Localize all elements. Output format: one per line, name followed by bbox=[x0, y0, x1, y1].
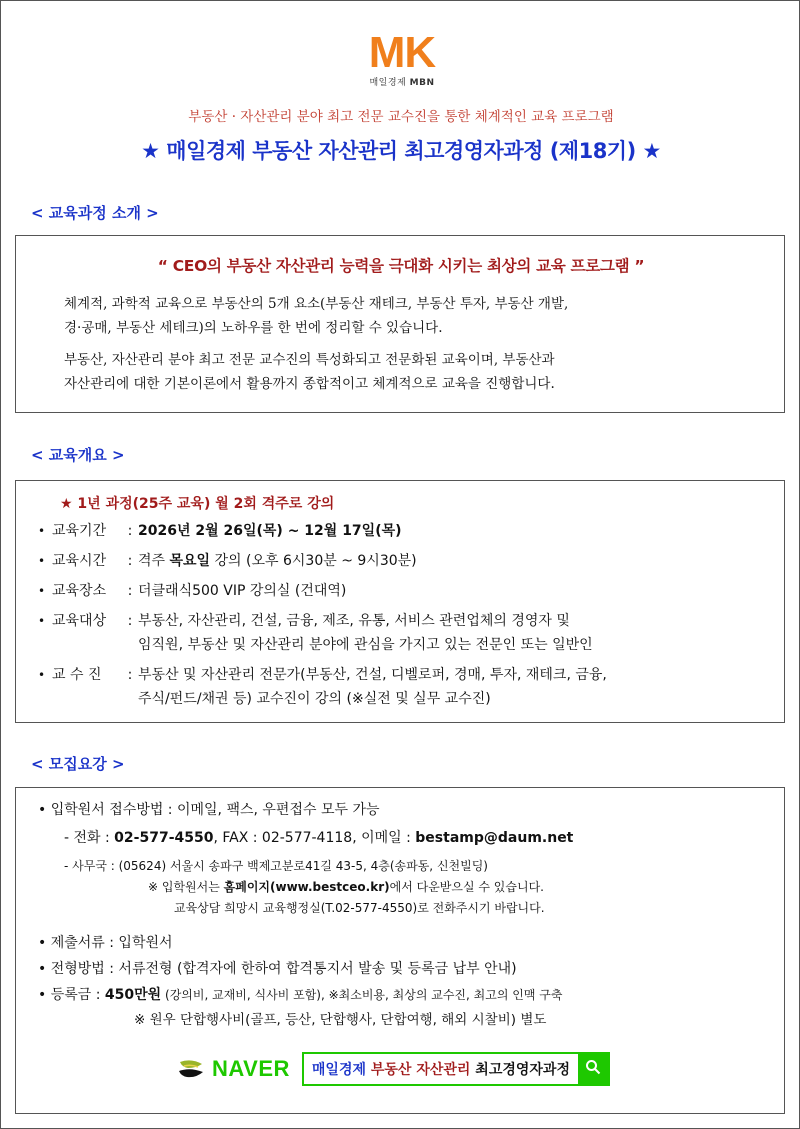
method-value: 전형방법 : 서류전형 (합격자에 한하여 합격통지서 발송 및 등록금 납부 안내) bbox=[50, 961, 517, 977]
colon: : bbox=[127, 667, 133, 683]
naver-search-banner[interactable] bbox=[176, 1049, 610, 1089]
query-part-2: 부동산 자산관리 bbox=[370, 1062, 476, 1078]
phone-label: - 전화 : bbox=[64, 830, 115, 846]
recruit-fee bbox=[38, 985, 562, 1005]
section-heading-overview: < 교육개요 > bbox=[31, 446, 125, 464]
faculty-line2: 주식/펀드/채권 등) 교수진이 강의 (※실전 및 실무 교수진) bbox=[138, 691, 491, 707]
recruit-office: - 사무국 : (05624) 서울시 송파구 백제고분로41길 43-5, 4층(송파동, 신천빌딩) bbox=[64, 859, 488, 873]
colon: : bbox=[127, 523, 133, 539]
intro-paragraph-2 bbox=[64, 348, 764, 396]
time-day: 목요일 bbox=[169, 553, 211, 569]
time-post: 강의 (오후 6시30분 ~ 9시30분) bbox=[210, 553, 417, 569]
colon: : bbox=[127, 583, 133, 599]
query-part-3: 최고경영자과정 bbox=[475, 1062, 570, 1078]
note-post: 에서 다운받으실 수 있습니다. bbox=[389, 880, 544, 894]
fax-email-label: , FAX : 02-577-4118, 이메일 : bbox=[213, 830, 416, 846]
intro-p2-line2: 자산관리에 대한 기본이론에서 활용까지 종합적이고 체계적으로 교육을 진행합니다. bbox=[64, 376, 555, 392]
intro-paragraph-1 bbox=[64, 292, 764, 340]
recruit-fee-note: ※ 원우 단합행사비(골프, 등산, 단합행사, 단합여행, 해외 시찰비) 별도 bbox=[134, 1012, 547, 1028]
phone-number: 02-577-4550 bbox=[114, 830, 214, 846]
intro-box bbox=[15, 235, 785, 413]
apply-method: 입학원서 접수방법 : 이메일, 팩스, 우편접수 모두 가능 bbox=[50, 802, 380, 818]
intro-p2-line1: 부동산, 자산관리 분야 최고 전문 교수진의 특성화되고 전문화된 교육이며, 부동산과 bbox=[64, 352, 555, 368]
overview-row-target bbox=[38, 609, 778, 657]
search-input[interactable] bbox=[302, 1052, 610, 1086]
bullet-icon: • bbox=[38, 935, 47, 951]
place-label: 교육장소 bbox=[52, 583, 107, 599]
overview-row-time bbox=[38, 549, 778, 573]
bullet-icon: • bbox=[38, 668, 46, 682]
faculty-label: 교 수 진 bbox=[52, 667, 102, 683]
bullet-icon: • bbox=[38, 802, 47, 818]
time-value bbox=[138, 549, 778, 573]
faculty-value bbox=[138, 663, 778, 711]
intro-p1-line2: 경·공매, 부동산 세테크)의 노하우를 한 번에 정리할 수 있습니다. bbox=[64, 320, 443, 336]
search-query[interactable] bbox=[304, 1059, 578, 1079]
fee-amount: 450만원 bbox=[104, 987, 162, 1003]
time-pre: 격주 bbox=[138, 553, 170, 569]
fee-detail: (강의비, 교재비, 식사비 포함), ※최소비용, 최상의 교수진, 최고의 인맥 구축 bbox=[161, 988, 563, 1002]
logo-sub-right: MBN bbox=[409, 78, 435, 88]
target-line2: 임직원, 부동산 및 자산관리 분야에 관심을 가지고 있는 전문인 또는 일반인 bbox=[138, 637, 593, 653]
overview-row-place bbox=[38, 579, 778, 603]
place-value: 더클래식500 VIP 강의실 (건대역) bbox=[138, 583, 347, 599]
section-heading-recruit: < 모집요강 > bbox=[31, 755, 125, 773]
recruit-apply bbox=[38, 800, 380, 820]
mk-logo bbox=[346, 28, 458, 88]
overview-highlight: ★ 1년 과정(25주 교육) 월 2회 격주로 강의 bbox=[60, 496, 335, 512]
search-icon bbox=[585, 1059, 601, 1079]
fee-label: 등록금 : bbox=[50, 987, 105, 1003]
recruit-contact bbox=[64, 828, 573, 848]
colon: : bbox=[127, 553, 133, 569]
bullet-icon: • bbox=[38, 961, 47, 977]
query-part-1: 매일경제 bbox=[311, 1062, 371, 1078]
intro-quote: “ CEO의 부동산 자산관리 능력을 극대화 시키는 최상의 교육 프로그램 ” bbox=[157, 257, 645, 275]
naver-leaf-icon bbox=[176, 1054, 206, 1084]
overview-row-period bbox=[38, 519, 778, 543]
target-label: 교육대상 bbox=[52, 613, 107, 629]
overview-box bbox=[15, 480, 785, 723]
naver-logo: NAVER bbox=[212, 1056, 290, 1081]
overview-row-faculty bbox=[38, 663, 778, 711]
recruit-docs bbox=[38, 933, 173, 953]
recruit-note-download bbox=[148, 877, 544, 897]
target-line1: 부동산, 자산관리, 건설, 금융, 제조, 유통, 서비스 관련업체의 경영자 및 bbox=[138, 613, 570, 629]
recruit-note-consult: 교육상담 희망시 교육행정실(T.02-577-4550)로 전화주시기 바랍니다. bbox=[174, 901, 545, 915]
time-label: 교육시간 bbox=[52, 553, 107, 569]
recruit-method bbox=[38, 959, 517, 979]
bullet-icon: • bbox=[38, 987, 47, 1003]
faculty-line1: 부동산 및 자산관리 전문가(부동산, 건설, 디벨로퍼, 경매, 투자, 재테크, 금융, bbox=[138, 667, 607, 683]
page-title: ★ 매일경제 부동산 자산관리 최고경영자과정 (제18기) ★ bbox=[141, 139, 661, 163]
logo-subtitle bbox=[346, 75, 458, 88]
colon: : bbox=[127, 613, 133, 629]
target-value bbox=[138, 609, 778, 657]
docs-value: 제출서류 : 입학원서 bbox=[50, 935, 173, 951]
bullet-icon: • bbox=[38, 524, 46, 538]
period-label: 교육기간 bbox=[52, 523, 107, 539]
tagline: 부동산 · 자산관리 분야 최고 전문 교수진을 통한 체계적인 교육 프로그램 bbox=[188, 109, 614, 125]
section-heading-intro: < 교육과정 소개 > bbox=[31, 204, 159, 222]
note-pre: ※ 입학원서는 bbox=[148, 880, 224, 894]
logo-sub-left: 매일경제 bbox=[369, 78, 407, 88]
intro-p1-line1: 체계적, 과학적 교육으로 부동산의 5개 요소(부동산 재테크, 부동산 투자, 부동산 개발, bbox=[64, 296, 569, 312]
bullet-icon: • bbox=[38, 554, 46, 568]
bullet-icon: • bbox=[38, 614, 46, 628]
bullet-icon: • bbox=[38, 584, 46, 598]
homepage-link[interactable]: 홈페이지(www.bestceo.kr) bbox=[223, 880, 390, 894]
email-address[interactable]: bestamp@daum.net bbox=[415, 830, 574, 846]
logo-mark: MK bbox=[368, 28, 436, 77]
search-button[interactable] bbox=[578, 1054, 608, 1084]
period-value: 2026년 2월 26일(목) ~ 12월 17일(목) bbox=[138, 523, 402, 539]
